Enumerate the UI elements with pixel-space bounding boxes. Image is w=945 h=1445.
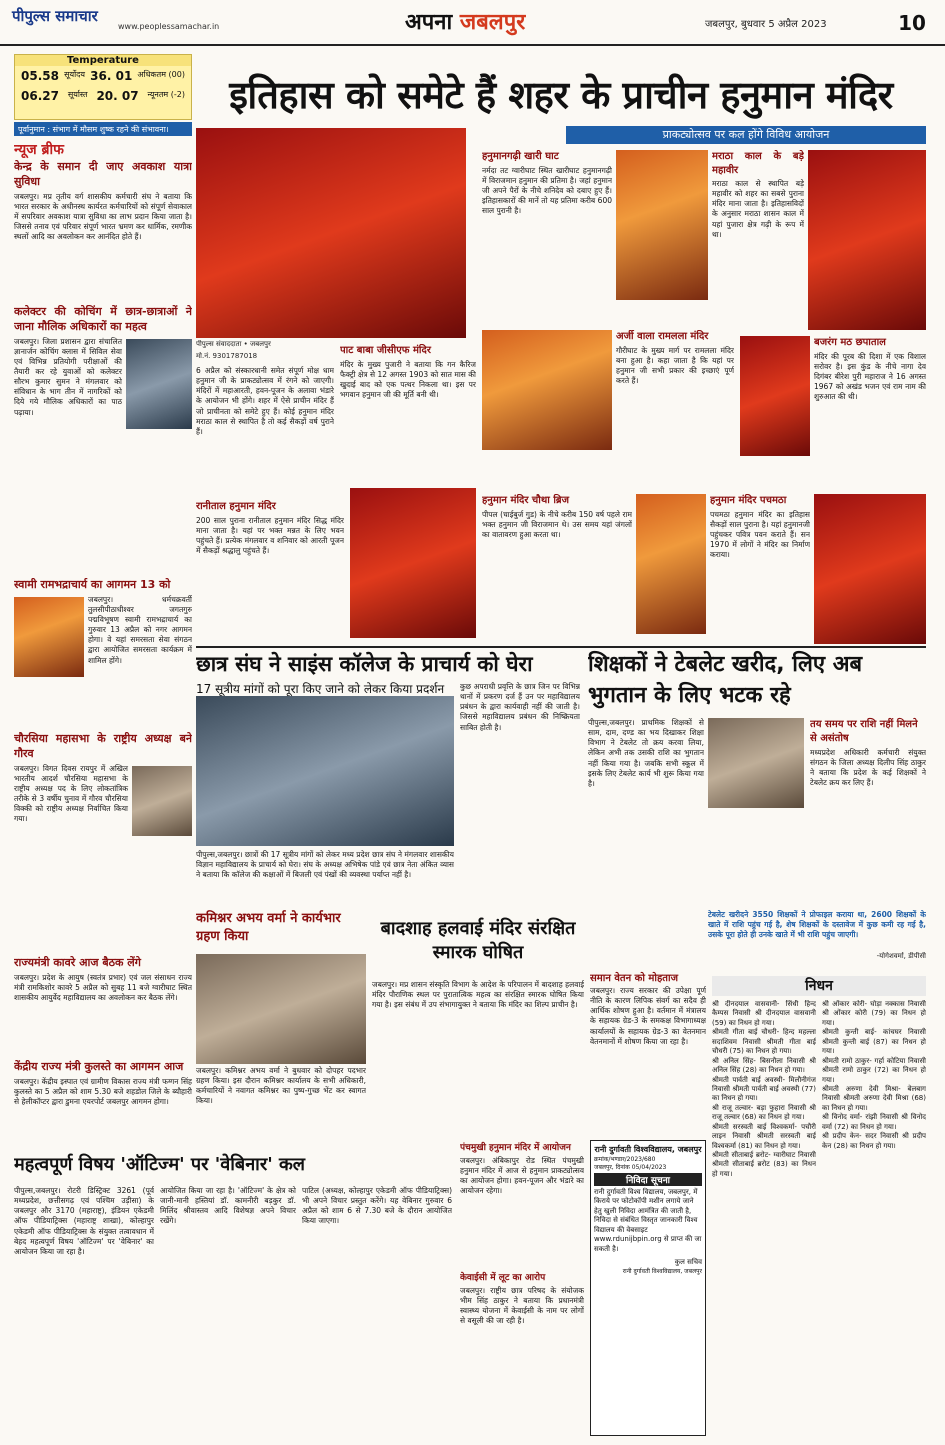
section-title: रानीताल हनुमान मंदिर <box>196 501 276 512</box>
pachmatha-temple-photo <box>814 494 926 644</box>
notice-signature-org: रानी दुर्गावती विश्वविद्यालय, जबलपुर <box>622 1268 702 1276</box>
brief-headline: कलेक्टर की कोचिंग में छात्र-छात्राओं ने जाना मौलिक अधिकारों का महत्व <box>14 305 192 333</box>
sunset-time: 06.27 <box>21 89 59 103</box>
autism-body <box>14 1186 154 1436</box>
obituary-col-1 <box>712 1000 816 1436</box>
notice-title: रानी दुर्गावती विश्वविद्यालय, जबलपुर <box>594 1145 702 1154</box>
section-body: मंदिर के मुख्य पुजारी ने बताया कि गन कैरिज फैक्ट्री क्षेत्र से 12 अगस्त 1903 को सात मास की खुदाई बाद को एक पत्थर निकला था। इस पर भगवान हनुमान जी की मूर्ति बनी थी। <box>340 359 476 399</box>
story-section <box>482 150 612 320</box>
tablet-side-body-text: मध्यप्रदेश अधिकारी कर्मचारी संयुक्त संगठन के जिला अध्यक्ष दिलीप सिंह ठाकुर ने बताया कि प्रदेश के कई शिक्षकों ने टेबलेट क्रय कर लिए हैं। <box>810 748 926 788</box>
page-number: 10 <box>898 11 926 35</box>
main-intro-text: 6 अप्रैल को संस्कारधानी समेत संपूर्ण मोक्ष धाम हनुमान जी के प्राकट्योत्सव में रंगने को जाएगी। मंदिरों में महाआरती, हवन-पूजन के अलावा भंडारे के आयोजन भी होंगे। शहर में ऐसे प्राचीन मंदिर हैं जो प्राचीनता को समेटे हुए हैं। कोई हनुमान मंदिर मराठा काल से स्थापित है तो कई सैकड़ों वर्ष पुराने हैं। <box>196 366 334 436</box>
vetan-headline: समान वेतन को मोहताज <box>590 973 678 984</box>
masthead <box>0 0 945 46</box>
notice-ref-date: जबलपुर, दिनांक 05/04/2023 <box>594 1164 667 1171</box>
panchmukhi-headline: पंचमुखी हनुमान मंदिर में आयोजन <box>460 1143 571 1153</box>
section-body: पचमठा हनुमान मंदिर का इतिहास सैकड़ों साल पुराना है। यहां हनुमानजी पहुंचकर पवित्र पवन कराते हैं। सन 1970 में लोगों ने मंदिर का निर्माण कराया। <box>710 509 810 559</box>
section-title-b: जबलपुर <box>459 10 526 35</box>
sunrise-label: सूर्योदय <box>64 70 86 79</box>
main-temple-photo <box>196 128 466 338</box>
brief-item <box>14 578 192 728</box>
main-headline: इतिहास को समेटे हैं शहर के प्राचीन हनुमान मंदिर <box>229 73 893 117</box>
paper-name: पीपुल्स समाचार <box>12 7 98 25</box>
notice-body: रानी दुर्गावती विश्व विद्यालय, जबलपुर, में किराये पर फोटोकॉपी मशीन लगाये जाने हेतु खुली निविदा आमंत्रित की जाती है, निविदा से संबंधित विस्तृत जानकारी विश्व विद्यालय की वेबसाइट www.rdunijbpin.org से प्राप्त की जा सकती है। <box>594 1188 702 1253</box>
chautha-bridge-photo <box>636 494 706 634</box>
obituary-item: श्रीमती पार्वती बाई अवस्थी- मिलौनीगंज निवासी श्रीमती पार्वती बाई अवस्थी (77) का निधन हो गया। <box>712 1075 816 1103</box>
divider <box>196 646 926 648</box>
autism-headline: महत्वपूर्ण विषय 'ऑटिज्म' पर 'वेबिनार' कल <box>14 1154 306 1175</box>
gaurav-photo <box>132 766 192 836</box>
brief-body: जबलपुर। मप्र तृतीय वर्ग शासकीय कर्मचारी संघ ने बताया कि भारत सरकार के अधीनस्थ कार्यरत कर्मचारियों को संपूर्ण सेवाकाल में सपरिवार अवकाश यात्रा सुविधा का लाभ प्रदान किया जाता है। जिससे तनाव एवं परिवार संपूर्ण भारत भ्रमण कर धार्मिक, रमणीक स्थलों आदि का अवलोकन कर आनंदित होते हैं। <box>14 191 192 242</box>
commissioner-photo <box>196 954 366 1064</box>
obituary-item: श्रीमती अरुणा देवी मिश्रा- बेलबाग निवासी श्रीमती अरुणा देवी मिश्रा (68) का निधन हो गया। <box>822 1084 926 1112</box>
student-subhead: 17 सूत्रीय मांगों को पूरा किए जाने को लेकर किया प्रदर्शन <box>196 682 445 696</box>
section-body: मंदिर की पूरब की दिशा में एक विशाल सरोवर है। इस कुंड के नीचे नागा देव दिगंबर बीरेश पुरी महाराज ने 16 अगस्त 1967 को अखंड भजन एवं राम नाम की शुरुआत की थी। <box>814 351 926 401</box>
section-title: मराठा काल के बड़े महावीर <box>712 151 804 176</box>
section-title: पाट बाबा जीसीएफ मंदिर <box>340 345 431 356</box>
brief-headline: चौरसिया महासभा के राष्ट्रीय अध्यक्ष बने गौरव <box>14 732 192 760</box>
sunrise-time: 05.58 <box>21 69 59 83</box>
obituary-item: श्रीमती कुन्ती बाई- कांचघर निवासी श्रीमती कुन्ती बाई (87) का निधन हो गया। <box>822 1028 926 1056</box>
hanumangarhi-photo <box>616 150 708 300</box>
autism-body-text: पीपुल्स,जबलपुर। रोटरी डिस्ट्रिक्ट 3261 (पूर्व मध्यप्रदेश, छत्तीसगढ़ एवं पश्चिम उड़ीसा) के जबलपुर और 3170 (महाराष्ट्र), इंडियन एकेडमी ऑफ पीडियाट्रिक्स (महाराष्ट्र शाखा), कोल्हापुर एकेडमी ऑफ पीडियाट्रिक्स के संयुक्त तत्वावधान में बेहद महत्वपूर्ण विषय 'ऑटिज्म' पर 'वेबिनार' का आयोजन किया जा रहा है। <box>14 1186 154 1256</box>
lut-headline: केवाईसी में लूट का आरोप <box>460 1273 546 1283</box>
brief-headline: केंद्रीय राज्य मंत्री कुलस्ते का आगमन आज <box>14 1060 184 1073</box>
obituary-item: श्री अनिल सिंह- बिसनौला निवासी श्री अनिल सिंह (28) का निधन हो गया। <box>712 1056 816 1075</box>
photo-caption: पीपुल्स संवाददाता • जबलपुर <box>196 340 271 348</box>
commissioner-body-text: जबलपुर। कमिश्नर अभय वर्मा ने बुधवार को दोपहर पदभार ग्रहण किया। इस दौरान कमिश्नर कार्यालय के सभी अधिकारी, कर्मचारियों ने नवागत कमिश्नर का पुष्प-गुच्छ भेंट कर स्वागत किया। <box>196 1066 366 1106</box>
tablet-side-body <box>810 748 926 898</box>
paper-url: www.peoplessamachar.in <box>118 22 220 31</box>
brief-headline: राज्यमंत्री कावरे आज बैठक लेंगे <box>14 956 141 969</box>
section-body: गौरीघाट के मुख्य मार्ग पर रामलला मंदिर बना हुआ है। कहा जाता है कि यहां पर हनुमान जी सभी प्रकार की इच्छाएं पूर्ण करते हैं। <box>616 345 734 385</box>
badshah-headline: बादशाह हलवाई मंदिर संरक्षित स्मारक घोषित <box>380 918 576 963</box>
commissioner-body <box>196 1066 366 1146</box>
story-section <box>712 150 804 330</box>
tablet-side-head: तय समय पर राशि नहीं मिलने से असंतोष <box>810 719 918 744</box>
autism-body-3 <box>302 1186 452 1436</box>
story-section <box>196 500 344 640</box>
obituary-item: श्री विनोद वर्मा- रांझी निवासी श्री विनोद वर्मा (72) का निधन हो गया। <box>822 1113 926 1131</box>
story-section <box>616 330 734 490</box>
story-section <box>340 344 476 486</box>
section-title: बजरंग मठ छपाताल <box>814 337 886 348</box>
badshah-body-text: जबलपुर। मप्र शासन संस्कृति विभाग के आदेश के परिपालन में बादशाह हलवाई मंदिर पौराणिक स्थल पर पुरातात्विक महत्व का संरक्षित स्मारक घोषित किया गया है। इस संबंध में उप संभागायुक्त ने बताया कि मंदिर का शिल्प प्राचीन है। <box>372 980 584 1010</box>
brief-headline: केन्द्र के समान दी जाए अवकाश यात्रा सुविधा <box>14 160 192 188</box>
section-title <box>405 6 525 36</box>
notice-signature: कुल सचिव <box>674 1258 702 1267</box>
brief-item <box>14 732 192 952</box>
brief-body: जबलपुर। केंद्रीय इस्पात एवं ग्रामीण विकास राज्य मंत्री फग्गन सिंह कुलस्ते का 5 अप्रैल को शाम 5.30 बजे शहडोल जिले के ब्यौहारी से हेलीकॉप्टर द्वारा डुमना एयरपोर्ट जबलपुर आगमन होगा। <box>14 1076 192 1107</box>
issue-date: जबलपुर, बुधवार 5 अप्रैल 2023 <box>705 19 827 30</box>
arji-temple-photo <box>482 330 612 450</box>
obituary-col-2 <box>822 1000 926 1436</box>
sunset-label: सूर्यास्त <box>67 90 88 99</box>
section-body: 200 साल पुराना रानीताल हनुमान मंदिर सिद्ध मंदिर माना जाता है। यहां पर भक्त मन्नत के लिए भवन पहुंचते हैं। प्रत्येक मंगलवार व शनिवार को आरती पूजन में सैकड़ों श्रद्धालु पहुंचते हैं। <box>196 515 344 555</box>
obituary-item: श्रीमती सरस्वती बाई विश्वकर्मा- पचौरी लाइन निवासी श्रीमती सरस्वती बाई विश्वकर्मा (81) का निधन हो गया। <box>712 1122 816 1150</box>
section-body: नर्मदा तट ग्वारीघाट स्थित खारीघाट हनुमानगढ़ी में विराजमान हनुमान की प्रतिमा है। जहां हनुमान जी अपने पैरों के नीचे शनिदेव को दबाए हुए हैं। इतिहासकारों की मानें तो यह प्रतिमा करीब 600 साल पुरानी है। <box>482 165 612 215</box>
weather-forecast: पूर्वानुमान : संभाग में मौसम शुष्क रहने की संभावना। <box>14 122 192 136</box>
maratha-temple-photo <box>808 150 926 330</box>
tablet-highlight-author: -योगेशवर्मा, डीपीसी <box>876 952 926 960</box>
brief-body: जबलपुर। जिला प्रशासन द्वारा संचालित ज्ञानार्जन कोचिंग क्लास में सिविल सेवा एवं विभिन्न प्रतियोगी परीक्षाओं की तैयारी कर रहे युवाओं को कलेक्टर सौरभ कुमार सुमन ने मंगलवार को संविधान के भाग तीन में नागरिकों को दिये गये मौलिक अधिकारों का पाठ पढ़ाया। <box>14 336 122 417</box>
obituary-item: श्री राजू तल्वार- बड़ा फुहारा निवासी श्री राजू तल्वार (68) का निधन हो गया। <box>712 1103 816 1122</box>
vetan-body-text: जबलपुर। राज्य सरकार की उपेक्षा पूर्ण नीति के कारण लिपिक संवर्ग का सदैव ही आर्थिक शोषण हुआ है। वर्तमान में मंत्रालय के सहायक ग्रेड-3 के समकक्ष विभागाध्यक्ष कार्यालयों के सहायक ग्रेड-3 का वेतनमान वेतनमानों में शोषण किया जा रहा है। <box>590 986 706 1046</box>
tablet-body <box>588 718 704 904</box>
swami-photo <box>14 597 84 677</box>
tablet-headline: शिक्षकों ने टेबलेट खरीद, लिए अब भुगतान के लिए भटक रहे <box>588 652 863 708</box>
brief-item <box>14 160 192 300</box>
brief-body: जबलपुर। धर्मचक्रवर्ती तुलसीपीठाधीश्वर जगतगुरु पद्मविभूषण स्वामी रामभद्राचार्य का गुरुवार 13 अप्रैल को नगर आगमन होगा। वे यहां समरसता सेवा संगठन द्वारा आयोजित समरसता कार्यक्रम में शामिल होंगे। <box>88 594 192 665</box>
collector-photo <box>126 339 192 429</box>
lut-body-text: जबलपुर। राष्ट्रीय छात्र परिषद के संयोजक भीम सिंह ठाकुर ने बताया कि प्रधानमंत्री स्वास्थ्य योजना में केवाईसी के नाम पर लोगों से वसूली की जा रही है। <box>460 1286 584 1326</box>
brief-headline: स्वामी रामभद्राचार्य का आगमन 13 को <box>14 578 171 591</box>
section-body: पीपल (चाईबुर्ज गुड) के नीचे करीब 150 वर्ष पहले राम भक्त हनुमान जी विराजमान थे। उस समय यहां जंगलों का वातावरण हुआ करता था। <box>482 509 632 539</box>
lut-body <box>460 1286 584 1436</box>
story-section <box>814 336 926 486</box>
badshah-body <box>372 980 584 1136</box>
section-title: हनुमानगढ़ी खारी घाट <box>482 151 559 162</box>
ranital-temple-photo <box>350 488 476 638</box>
autism-body-3-text: पाटिल (अध्यक्ष, कोल्हापुर एकेडमी ऑफ पीडियाट्रिक्स) भी अपने विचार प्रस्तुत करेंगे। यह वेबिनार गुरुवार 6 अप्रैल को शाम 6 से 7.30 बजे के दौरान आयोजित किया जाएगा। <box>302 1186 452 1226</box>
brief-body: जबलपुर। प्रदेश के आयुष (स्वतंत्र प्रभार) एवं जल संसाधन राज्य मंत्री रामकिशोर कावरे 5 अप्रैल को सुबह 11 बजे ग्वारीघाट स्थित शासकीय आयुर्वेद महाविद्यालय का अवलोकन कर बैठक लेंगे। <box>14 972 192 1003</box>
tablet-highlight-text: टेबलेट खरीदने 3550 शिक्षकों ने प्रोफाइल कराया था, 2600 शिक्षकों के खाते में राशि पहुंच गई है, शेष शिक्षकों के दस्तावेज में कुछ कमी रह गई है, उसके पूरा होते ही उनके खाते में भी राशि पहुंच जाएगी। <box>708 910 926 940</box>
section-body: मराठा काल से स्थापित बड़े महावीर को शहर का सबसे पुराना मंदिर माना जाता है। इतिहासविदों के अनुसार मराठा शासन काल में यहां पुजारा क्षेत्र गढ़ी के रूप में था। <box>712 179 804 239</box>
obituary-item: श्री दीनदयाल वासवानी- सिंधी हिन्द कैम्पस निवासी श्री दीनदयाल वासवानी (59) का निधन हो गया। <box>712 1000 816 1027</box>
obituary-item: श्रीमती गीता बाई चौधरी- हिन्द महल्ला सदाशिवम निवासी श्रीमती गीता बाई चौधरी (75) का निधन हो गया। <box>712 1028 816 1056</box>
section-title: हनुमान मंदिर चौथा ब्रिज <box>482 495 570 506</box>
brief-item <box>14 956 192 1056</box>
news-brief-title: न्यूज ब्रीफ <box>14 142 64 158</box>
bajrang-math-photo <box>740 336 810 456</box>
main-subhead: प्राकट्योत्सव पर कल होंगे विविध आयोजन <box>566 126 926 144</box>
panchmukhi-body <box>460 1156 584 1266</box>
section-title-a: अपना <box>405 10 453 35</box>
max-temp: 36. 01 <box>90 69 133 83</box>
brief-body: जबलपुर। विगत दिवस रायपुर में अखिल भारतीय आदर्श चौरसिया महासभा के राष्ट्रीय अध्यक्ष पद के लिए लोकतांत्रिक तरीके से 3 वर्षीय चुनाव में गौरव चौरसिया विक्की को राष्ट्रीय अध्यक्ष निर्वाचित किया गया। <box>14 763 128 824</box>
story-section <box>482 494 632 644</box>
weather-row-1 <box>15 66 191 86</box>
min-temp: 20. 07 <box>96 89 139 103</box>
reporter-mobile: मो.नं. 9301787018 <box>196 352 258 360</box>
obituary-item: श्री ओंकार कोरी- घोड़ा नक्कास निवासी श्री ओंकार कोरी (79) का निधन हो गया। <box>822 1000 926 1027</box>
obituary-item: श्री प्रदीप केन- सदर निवासी श्री प्रदीप केन (28) का निधन हो गया। <box>822 1132 926 1150</box>
brief-item <box>14 305 192 575</box>
section-title: हनुमान मंदिर पचमठा <box>710 495 787 506</box>
notice-subtitle: निविदा सूचना <box>594 1173 702 1186</box>
tablet-body-text: पीपुल्स,जबलपुर। प्राथमिक शिक्षकों से साम, दाम, दण्ड का भय दिखाकर शिक्षा विभाग ने टेबलेट तो क्रय करवा लिया, लेकिन अभी तक उसकी राशि का भुगतान नहीं किया गया है। जबकि सभी स्कूल में इसके लिए टेबलेट कार्य भी शुरू किया गया है। <box>588 718 704 788</box>
tablet-photo <box>708 718 804 808</box>
story-section <box>710 494 810 644</box>
student-body <box>196 850 454 904</box>
student-body-2 <box>460 682 580 906</box>
tender-notice <box>590 1140 706 1436</box>
brief-item <box>14 1060 192 1150</box>
weather-box <box>14 54 192 120</box>
student-headline: छात्र संघ ने साइंस कॉलेज के प्राचार्य को घेरा <box>196 652 533 676</box>
weather-title: Temperature <box>15 55 191 66</box>
section-title: अर्जी वाला रामलला मंदिर <box>616 331 709 342</box>
autism-body-2 <box>160 1186 296 1436</box>
panchmukhi-body-text: जबलपुर। अंबिकापुर रोड स्थित पंचमुखी हनुमान मंदिर में आज से हनुमान प्राकट्योत्सव का आयोजन होगा। हवन-पूजन और भंडारे का आयोजन रहेगा। <box>460 1156 584 1196</box>
autism-body-2-text: आयोजित किया जा रहा है। 'ऑटिज्म' के क्षेत्र को जानी-मानी हस्तियां डॉ. कामनीरी बड़कुर डॉ. मिलिंद श्रीवास्तव आदि विशेषज्ञ अपने विचार रखेंगे। <box>160 1186 296 1226</box>
max-temp-label: अधिकतम (00) <box>137 70 185 79</box>
vetan-body <box>590 986 706 1136</box>
weather-row-2 <box>15 86 191 106</box>
obituary-item: श्रीमती रामो ठाकुर- गर्हा कोटिया निवासी श्रीमती रामो ठाकुर (72) का निधन हो गया। <box>822 1056 926 1084</box>
student-body-text: पीपुल्स,जबलपुर। छात्रों की 17 सूत्रीय मांगों को लेकर मध्य प्रदेश छात्र संघ ने मंगलवार शासकीय विज्ञान महाविद्यालय के प्राचार्य को घेरा। संघ के अध्यक्ष अभिषेक पांडे एवं छात्र नेता अंकित व्यास ने बताया कि कॉलेज की कक्षाओं में बिजली एवं पंखों की व्यवस्था पर्याप्त नहीं है। <box>196 850 454 880</box>
min-temp-label: न्यूनतम (-2) <box>147 90 185 99</box>
obituary-title: निधन <box>712 976 926 996</box>
student-body-2-text: कुछ अपराधी प्रवृत्ति के छात्र जिन पर विभिन्न थानों में प्रकरण दर्ज हैं उन पर महाविद्यालय प्रबंधन के द्वारा कार्यवाही नहीं की जाती है। जिससे महाविद्यालय प्रबंधन की निष्क्रियता साबित होती है। <box>460 682 580 732</box>
obituary-item: श्रीमती सीताबाई ब्ररोट- ग्वारीघाट निवासी श्रीमती सीताबाई ब्ररोट (83) का निधन हो गया। <box>712 1151 816 1178</box>
commissioner-headline: कमिश्नर अभय वर्मा ने कार्यभार ग्रहण किया <box>196 911 341 944</box>
tablet-highlight <box>708 910 926 950</box>
notice-ref: क्रमांक/भण्डार/2023/680 <box>594 1156 656 1163</box>
student-protest-photo <box>196 696 454 846</box>
main-intro <box>196 366 334 486</box>
